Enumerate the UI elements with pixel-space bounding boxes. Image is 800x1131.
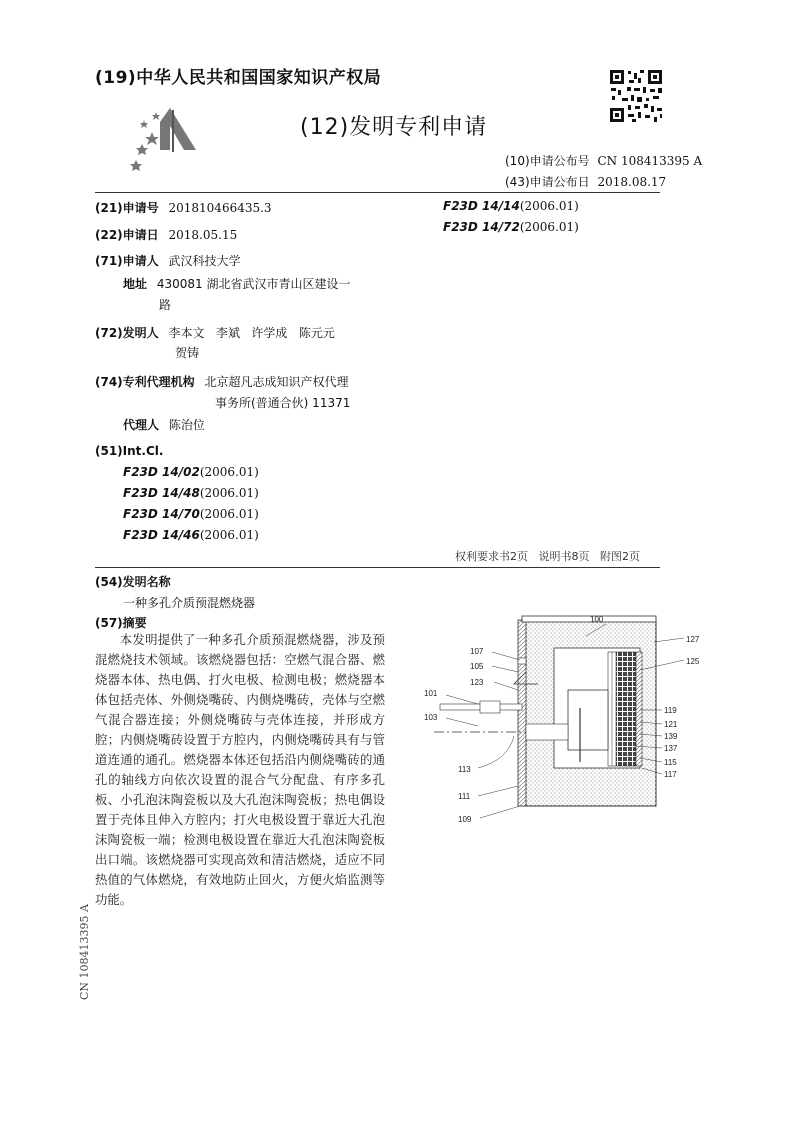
applicant-name: 武汉科技大学	[168, 254, 241, 268]
address-line-1: 430081 湖北省武汉市青山区建设一	[156, 277, 351, 291]
qr-code-icon	[608, 68, 664, 124]
int-cl-version: (2006.01)	[199, 507, 259, 521]
side-publication-number: CN 108413395 A	[78, 904, 91, 1000]
int-cl-version: (2006.01)	[199, 465, 259, 479]
figure-label: 139	[664, 732, 678, 741]
publication-number: CN 108413395 A	[597, 154, 703, 168]
int-cl-code: F23D 14/72	[443, 220, 520, 234]
figure-label: 100	[590, 615, 604, 624]
mixer	[480, 701, 500, 713]
address-label: 地址	[123, 277, 148, 291]
figure-label: 109	[458, 815, 472, 824]
figure-label: 117	[664, 770, 677, 779]
inventors-label: (72)发明人	[95, 326, 159, 340]
shell-top	[522, 616, 656, 622]
int-cl-code: F23D 14/70	[123, 507, 200, 521]
figure-label: 127	[686, 635, 700, 644]
application-date-label: (22)申请日	[95, 228, 159, 242]
document-type: (12)发明专利申请	[300, 115, 488, 140]
int-cl-code: F23D 14/46	[123, 528, 200, 542]
int-cl-version: (2006.01)	[199, 486, 259, 500]
issuing-office: (19)中华人民共和国国家知识产权局	[95, 68, 382, 88]
section-divider	[95, 567, 660, 568]
figure-label: 115	[664, 758, 677, 767]
application-number-row	[95, 199, 272, 216]
inner-burner-brick	[568, 690, 608, 750]
agency-line-1: 北京超凡志成知识产权代理	[204, 375, 349, 389]
int-cl-code: F23D 14/14	[443, 199, 520, 213]
figure-label: 107	[470, 647, 484, 656]
application-number-label: (21)申请号	[95, 201, 159, 215]
int-cl-version: (2006.01)	[199, 528, 259, 542]
foam-ceramic-plate	[616, 652, 636, 766]
figure-label: 101	[424, 689, 438, 698]
agency-label: (74)专利代理机构	[95, 375, 195, 389]
figure-label: 137	[664, 744, 678, 753]
header-divider	[95, 192, 660, 193]
publication-number-row	[505, 152, 702, 169]
publication-number-label: (10)申请公布号	[505, 154, 590, 168]
publication-date: 2018.08.17	[597, 175, 667, 189]
int-cl-label: (51)Int.Cl.	[95, 444, 164, 458]
invention-title: 一种多孔介质预混燃烧器	[123, 596, 256, 610]
abstract-text: 本发明提供了一种多孔介质预混燃烧器，涉及预混燃烧技术领域。该燃烧器包括：空燃气混合器、燃烧器本体、热电偶、打火电极、检测电极；燃烧器本体包括壳体、外侧烧嘴砖、内侧烧嘴砖，壳体与空燃气混合器连接；外侧烧嘴砖与壳体连接，并形成方腔；内侧烧嘴砖设置于方腔内，内侧烧嘴砖具有与管道连通的通孔。燃烧器本体还包括沿内侧烧嘴砖的通孔的轴线方向依次设置的混合气分配盘、有序多孔板、小孔泡沫陶瓷板以及大孔泡沫陶瓷板；热电偶设置于壳体且伸入方腔内；打火电极设置于靠近大孔泡沫陶瓷板一端；检测电极设置在靠近大孔泡沫陶瓷板出口端。该燃烧器可实现高效和清洁燃烧，适应不同热值的气体燃烧，有效地防止回火，方便火焰监测等功能。	[95, 632, 385, 907]
application-number: 201810466435.3	[168, 201, 272, 215]
burner-drawing	[418, 612, 718, 830]
abstract-label: (57)摘要	[95, 616, 147, 630]
figure-label: 111	[458, 792, 471, 801]
int-cl-code: F23D 14/02	[123, 465, 200, 479]
agent-label: 代理人	[123, 418, 160, 432]
int-cl-code: F23D 14/48	[123, 486, 200, 500]
applicant-label: (71)申请人	[95, 254, 159, 268]
int-cl-version: (2006.01)	[519, 199, 579, 213]
inventors-line-2: 贺铸	[175, 346, 200, 360]
outlet-plate	[636, 652, 642, 766]
figure-label: 105	[470, 662, 484, 671]
cnipa-logo	[130, 102, 210, 172]
pages-note: 权利要求书2页 说明书8页 附图2页	[455, 550, 640, 563]
figure-label: 119	[664, 706, 677, 715]
thermocouple-head	[518, 658, 526, 664]
int-cl-item	[123, 507, 259, 521]
int-cl-item	[123, 486, 259, 500]
inventors-row	[95, 324, 335, 341]
application-date-row	[95, 226, 237, 243]
agency-line-2: 事务所(普通合伙) 11371	[215, 396, 351, 410]
agent-row	[123, 416, 205, 433]
address-line-2: 路	[159, 298, 172, 312]
publication-date-label: (43)申请公布日	[505, 175, 590, 189]
figure-label: 103	[424, 713, 438, 722]
int-cl-item	[443, 199, 579, 213]
figure-label: 123	[470, 678, 484, 687]
int-cl-item	[123, 465, 259, 479]
wall-plate	[518, 620, 526, 806]
address-row	[123, 275, 350, 292]
agency-row	[95, 373, 349, 390]
int-cl-item	[443, 220, 579, 234]
figure-label: 113	[458, 765, 471, 774]
applicant-row	[95, 252, 241, 269]
agent-name: 陈治位	[168, 418, 205, 432]
gas-pipe	[526, 724, 568, 740]
int-cl-version: (2006.01)	[519, 220, 579, 234]
application-date: 2018.05.15	[168, 228, 238, 242]
int-cl-item	[123, 528, 259, 542]
figure-label: 125	[686, 657, 700, 666]
figure-label: 121	[664, 720, 678, 729]
inventors-line-1: 李本文 李斌 许学成 陈元元	[168, 326, 335, 340]
title-label: (54)发明名称	[95, 575, 171, 589]
publication-date-row	[505, 173, 666, 190]
